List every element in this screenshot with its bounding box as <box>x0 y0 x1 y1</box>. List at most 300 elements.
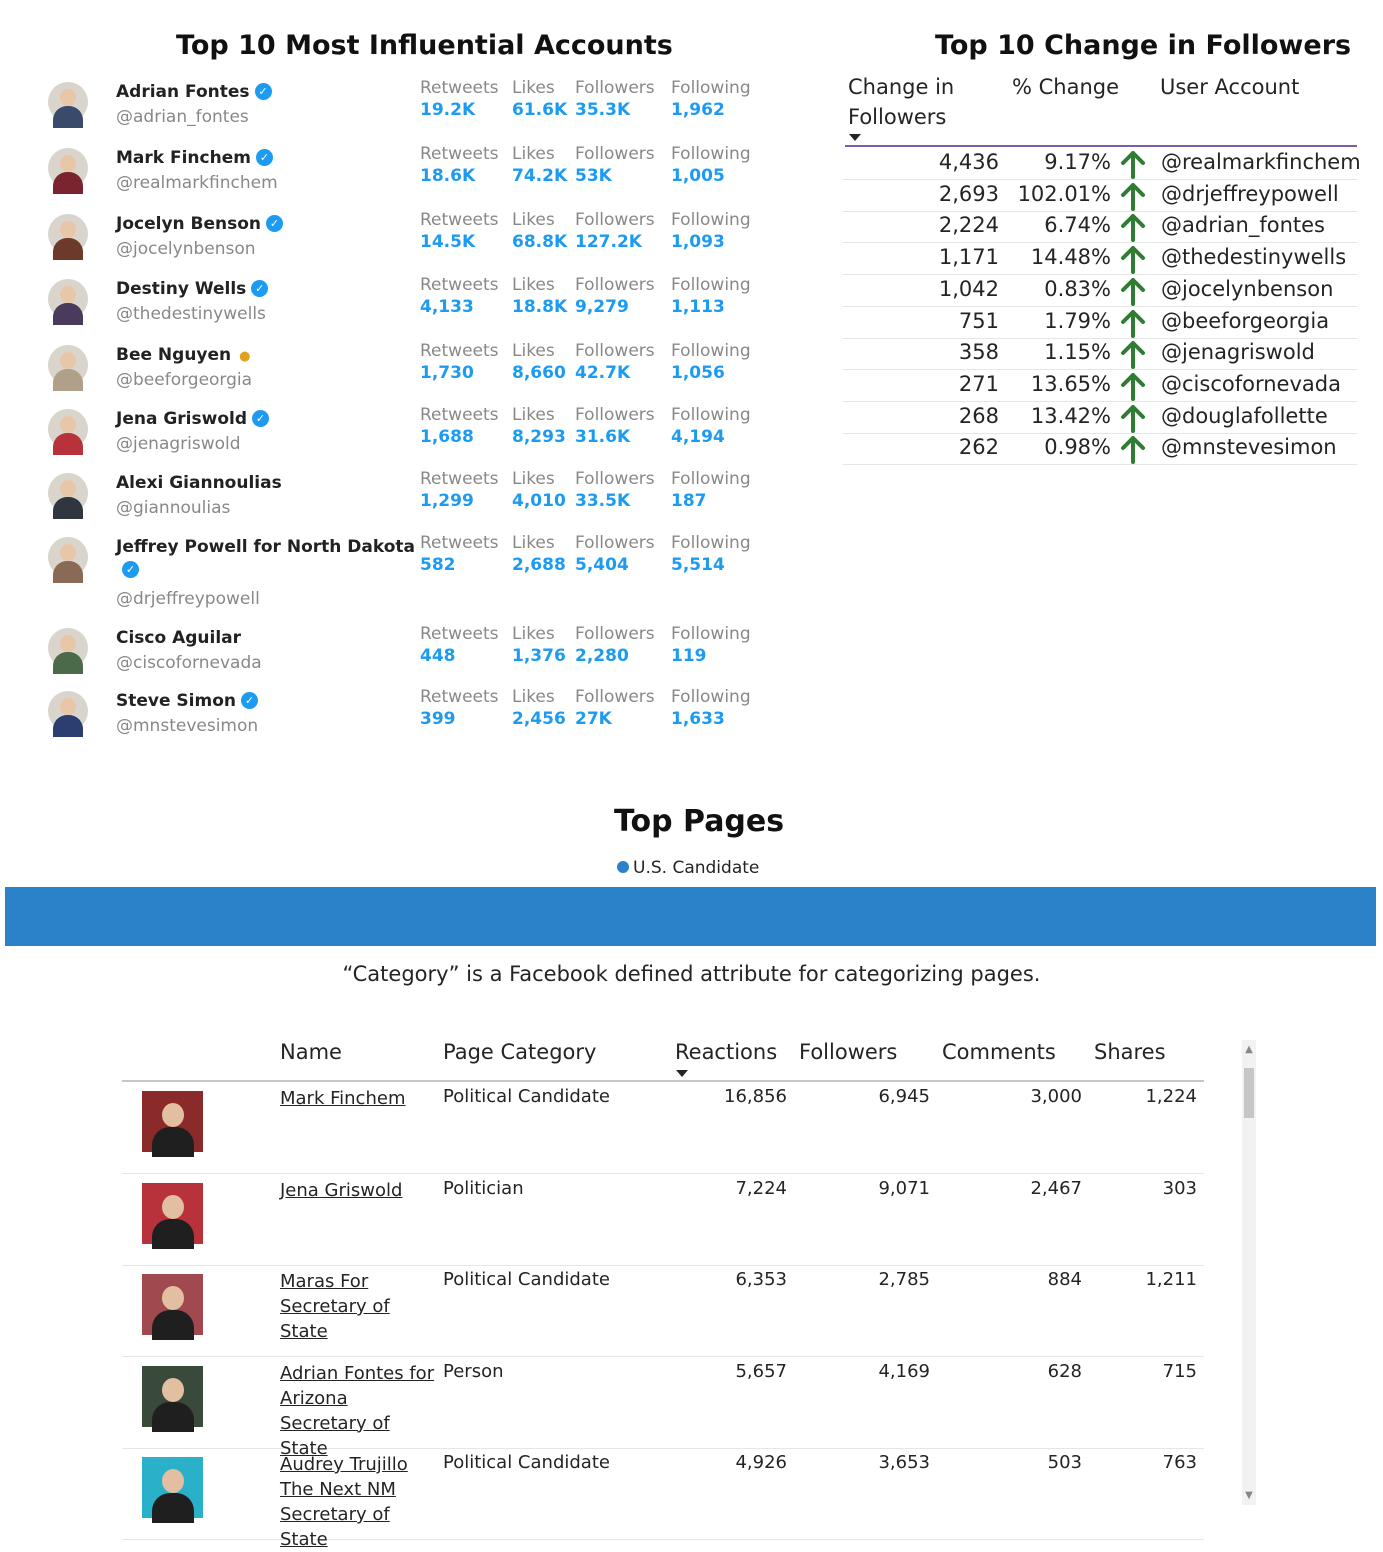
stat-label: Following <box>671 78 751 98</box>
avatar-face <box>60 635 76 652</box>
stat-value: 2,280 <box>575 646 629 666</box>
avatar[interactable] <box>48 691 88 731</box>
reactions-sort-desc-icon[interactable] <box>676 1070 688 1077</box>
stat-value: 31.6K <box>575 427 631 447</box>
stat-likes <box>512 687 566 729</box>
change-header-divider <box>845 145 1357 147</box>
user-account: @thedestinywells <box>1161 245 1347 270</box>
comments-value: 3,000 <box>1030 1086 1082 1107</box>
shares-column-header[interactable]: Shares <box>1094 1040 1166 1064</box>
account-name-text: Adrian Fontes <box>116 82 250 102</box>
page-thumbnail[interactable] <box>142 1091 203 1152</box>
page-thumbnail[interactable] <box>142 1457 203 1518</box>
avatar-body <box>53 303 83 325</box>
stat-value: 1,299 <box>420 491 474 511</box>
stat-value: 5,404 <box>575 555 629 575</box>
stat-likes <box>512 533 566 575</box>
avatar-face <box>60 352 76 369</box>
stat-label: Following <box>671 405 751 425</box>
stat-value: 33.5K <box>575 491 631 511</box>
table-row[interactable] <box>122 1082 1204 1174</box>
stat-value: 1,056 <box>671 363 725 383</box>
account-name[interactable] <box>116 473 282 493</box>
change-row[interactable] <box>843 275 1357 307</box>
account-handle[interactable]: @drjeffreypowell <box>116 589 260 609</box>
change-row[interactable] <box>843 243 1357 275</box>
stat-value: 1,688 <box>420 427 474 447</box>
stat-followers <box>575 78 655 120</box>
avatar[interactable] <box>48 628 88 668</box>
change-value: 271 <box>958 371 999 396</box>
account-name[interactable] <box>116 409 269 429</box>
avatar-face <box>60 480 76 497</box>
stat-label: Followers <box>575 624 655 644</box>
avatar-body <box>53 433 83 455</box>
account-handle[interactable]: @jocelynbenson <box>116 239 256 259</box>
stat-value: 4,194 <box>671 427 725 447</box>
page-category: Political Candidate <box>443 1269 610 1290</box>
stat-label: Likes <box>512 144 555 164</box>
stat-value: 8,293 <box>512 427 566 447</box>
stat-label: Followers <box>575 533 655 553</box>
avatar[interactable] <box>48 473 88 513</box>
category-note: “Category” is a Facebook defined attribute for categorizing pages. <box>342 962 1041 986</box>
avatar[interactable] <box>48 345 88 385</box>
change-row[interactable] <box>843 433 1357 465</box>
account-name-text: Cisco Aguilar <box>116 628 242 648</box>
page-name-link[interactable]: Adrian Fontes for Arizona Secretary of State <box>280 1362 435 1459</box>
user-account: @douglafollette <box>1161 403 1328 428</box>
scroll-up-icon[interactable]: ▲ <box>1245 1044 1253 1055</box>
avatar-body <box>53 369 83 391</box>
scroll-thumb[interactable] <box>1244 1068 1254 1118</box>
pct-change-value: 14.48% <box>1030 245 1111 270</box>
stat-label: Following <box>671 341 751 361</box>
followers-value: 9,071 <box>878 1177 930 1199</box>
stat-value: 448 <box>420 646 456 666</box>
pages-bar[interactable] <box>5 887 1376 946</box>
pct-change-column-header[interactable]: % Change <box>1012 75 1120 99</box>
pct-change-value: 102.01% <box>1017 181 1111 206</box>
change-value: 268 <box>958 403 999 428</box>
arrow-up-icon <box>1119 182 1147 210</box>
stat-value: 42.7K <box>575 363 631 383</box>
account-name[interactable] <box>116 279 268 299</box>
page-category: Person <box>443 1360 504 1382</box>
stat-value: 19.2K <box>420 100 476 120</box>
stat-value: 582 <box>420 555 456 575</box>
page-category: Political Candidate <box>443 1452 610 1473</box>
verified-badge-icon: ✓ <box>252 410 269 427</box>
scroll-down-icon[interactable]: ▼ <box>1245 1490 1253 1501</box>
bee-emoji-icon: ● <box>239 349 251 364</box>
change-row[interactable] <box>843 338 1357 370</box>
stat-value: 1,730 <box>420 363 474 383</box>
table-row[interactable] <box>122 1357 1204 1459</box>
avatar-body <box>53 497 83 519</box>
verified-badge-icon: ✓ <box>241 692 258 709</box>
account-name[interactable] <box>116 148 273 168</box>
followers-value: 3,653 <box>878 1452 930 1473</box>
stat-value: 1,633 <box>671 709 725 729</box>
stat-label: Retweets <box>420 210 499 230</box>
stat-label: Followers <box>575 78 655 98</box>
page-thumbnail[interactable] <box>142 1274 203 1335</box>
account-name[interactable] <box>116 628 241 648</box>
user-account: @drjeffreypowell <box>1161 181 1339 206</box>
account-name[interactable] <box>116 691 258 711</box>
page-name-link[interactable]: Maras For Secretary of State <box>280 1271 390 1342</box>
user-account: @jenagriswold <box>1161 340 1315 365</box>
stat-followers <box>575 144 655 186</box>
stat-label: Likes <box>512 275 555 295</box>
stat-retweets <box>420 78 499 120</box>
avatar-face <box>60 155 76 172</box>
arrow-up-icon <box>1119 277 1147 305</box>
avatar-face <box>60 221 76 238</box>
stat-label: Retweets <box>420 687 499 707</box>
verified-badge-icon: ✓ <box>256 149 273 166</box>
stat-label: Likes <box>512 624 555 644</box>
stat-likes <box>512 624 566 666</box>
stat-likes <box>512 144 567 186</box>
stat-retweets <box>420 533 499 575</box>
comments-value: 503 <box>1047 1452 1082 1473</box>
account-handle[interactable]: @beeforgeorgia <box>116 370 253 390</box>
account-name-text: Jena Griswold <box>116 409 248 429</box>
followers-value: 6,945 <box>878 1086 930 1107</box>
pages-scrollbar[interactable] <box>1242 1040 1256 1505</box>
user-account: @jocelynbenson <box>1161 276 1334 301</box>
stat-label: Likes <box>512 210 555 230</box>
stat-label: Following <box>671 210 751 230</box>
arrow-up-icon <box>1119 340 1147 368</box>
stat-followers <box>575 341 655 383</box>
influential-title: Top 10 Most Influential Accounts <box>176 30 673 61</box>
followers-value: 4,169 <box>878 1360 930 1382</box>
stat-value: 4,133 <box>420 297 474 317</box>
change-title: Top 10 Change in Followers <box>935 30 1352 61</box>
page-category: Political Candidate <box>443 1086 610 1107</box>
account-name[interactable] <box>116 214 283 234</box>
change-value: 751 <box>958 308 999 333</box>
arrow-up-icon <box>1119 245 1147 273</box>
stat-label: Followers <box>575 275 655 295</box>
account-name-text: Steve Simon <box>116 691 236 711</box>
followers-value: 2,785 <box>878 1269 930 1290</box>
reactions-value: 5,657 <box>735 1360 787 1382</box>
avatar-body <box>53 172 83 194</box>
account-name-text: Destiny Wells <box>116 279 247 299</box>
stat-value: 27K <box>575 709 612 729</box>
stat-retweets <box>420 210 499 252</box>
stat-label: Likes <box>512 469 555 489</box>
stat-following <box>671 275 751 317</box>
account-handle[interactable]: @ciscofornevada <box>116 653 262 673</box>
stat-likes <box>512 210 567 252</box>
reactions-value: 4,926 <box>735 1452 787 1473</box>
pages-title: Top Pages <box>614 804 785 839</box>
stat-value: 35.3K <box>575 100 631 120</box>
stat-label: Following <box>671 533 751 553</box>
account-handle[interactable]: @realmarkfinchem <box>116 173 278 193</box>
pct-change-value: 9.17% <box>1044 150 1111 174</box>
change-row[interactable] <box>843 370 1357 402</box>
user-account: @beeforgeorgia <box>1161 308 1330 333</box>
account-name-text: Bee Nguyen <box>116 345 232 365</box>
stat-value: 74.2K <box>512 166 568 186</box>
stat-label: Retweets <box>420 469 499 489</box>
stat-followers <box>575 469 655 511</box>
account-name-text: Jeffrey Powell for North Dakota <box>116 537 416 557</box>
stat-label: Followers <box>575 405 655 425</box>
avatar[interactable] <box>48 409 88 449</box>
stat-likes <box>512 405 566 447</box>
account-name[interactable] <box>116 345 251 365</box>
table-row[interactable] <box>122 1174 1204 1266</box>
change-column-header[interactable] <box>848 72 954 132</box>
account-handle[interactable]: @thedestinywells <box>116 304 266 324</box>
stat-label: Likes <box>512 78 555 98</box>
stat-value: 1,376 <box>512 646 566 666</box>
stat-likes <box>512 341 566 383</box>
stat-label: Followers <box>575 210 655 230</box>
reactions-value: 6,353 <box>735 1269 787 1290</box>
stat-retweets <box>420 275 499 317</box>
pct-change-value: 13.65% <box>1030 371 1111 396</box>
change-row[interactable] <box>843 148 1361 180</box>
page-category-column-header[interactable]: Page Category <box>443 1040 597 1064</box>
stat-following <box>671 533 751 575</box>
stat-label: Retweets <box>420 533 499 553</box>
table-row[interactable] <box>122 1265 1204 1357</box>
comments-value: 628 <box>1047 1360 1082 1382</box>
stat-following <box>671 341 751 383</box>
change-row[interactable] <box>843 180 1357 212</box>
stat-value: 1,962 <box>671 100 725 120</box>
legend-dot-icon <box>617 861 629 873</box>
stat-label: Retweets <box>420 144 499 164</box>
avatar-body <box>53 561 83 583</box>
stat-retweets <box>420 624 499 666</box>
page-thumbnail[interactable] <box>142 1366 203 1427</box>
stat-retweets <box>420 469 499 511</box>
user-account: @ciscofornevada <box>1161 371 1341 396</box>
verified-badge-icon: ✓ <box>255 83 272 100</box>
account-handle[interactable]: @adrian_fontes <box>116 107 249 127</box>
user-account: @realmarkfinchem <box>1161 150 1361 174</box>
page-name-link[interactable]: Audrey Trujillo The Next NM Secretary of State <box>280 1454 408 1550</box>
pct-change-value: 0.83% <box>1044 276 1111 301</box>
stat-label: Retweets <box>420 275 499 295</box>
avatar-body <box>53 106 83 128</box>
stat-label: Following <box>671 144 751 164</box>
account-handle[interactable]: @mnstevesimon <box>116 716 259 736</box>
stat-value: 9,279 <box>575 297 629 317</box>
account-name-text: Jocelyn Benson <box>116 214 262 234</box>
avatar-face <box>60 698 76 715</box>
arrow-up-icon <box>1119 372 1147 400</box>
shares-value: 1,224 <box>1145 1086 1197 1107</box>
pct-change-value: 0.98% <box>1044 435 1111 460</box>
stat-likes <box>512 78 567 120</box>
stat-value: 18.6K <box>420 166 476 186</box>
stat-value: 18.8K <box>512 297 568 317</box>
stat-label: Following <box>671 687 751 707</box>
stat-value: 14.5K <box>420 232 476 252</box>
avatar[interactable] <box>48 279 88 319</box>
stat-value: 399 <box>420 709 456 729</box>
account-handle[interactable]: @giannoulias <box>116 498 231 518</box>
stat-label: Following <box>671 624 751 644</box>
pct-change-value: 1.15% <box>1044 340 1111 365</box>
shares-value: 1,211 <box>1145 1269 1197 1290</box>
change-value: 1,171 <box>938 245 999 270</box>
stat-following <box>671 78 751 120</box>
avatar[interactable] <box>48 537 88 577</box>
stat-value: 1,113 <box>671 297 725 317</box>
stat-value: 1,005 <box>671 166 725 186</box>
change-value: 1,042 <box>938 276 999 301</box>
stat-label: Likes <box>512 687 555 707</box>
change-row[interactable] <box>843 211 1357 243</box>
arrow-up-icon <box>1119 213 1147 241</box>
stat-value: 4,010 <box>512 491 566 511</box>
stat-label: Followers <box>575 469 655 489</box>
name-column-header[interactable]: Name <box>280 1040 342 1064</box>
stat-following <box>671 210 751 252</box>
avatar-body <box>53 715 83 737</box>
stat-retweets <box>420 341 499 383</box>
stat-following <box>671 144 751 186</box>
avatar-face <box>60 416 76 433</box>
page-name-link[interactable]: Mark Finchem <box>280 1088 406 1109</box>
account-name[interactable] <box>116 537 415 578</box>
stat-followers <box>575 687 655 729</box>
stat-following <box>671 687 751 729</box>
stat-label: Retweets <box>420 624 499 644</box>
account-handle[interactable]: @jenagriswold <box>116 434 241 454</box>
comments-column-header[interactable]: Comments <box>942 1040 1056 1064</box>
stat-value: 8,660 <box>512 363 566 383</box>
stat-label: Retweets <box>420 405 499 425</box>
sort-desc-icon[interactable] <box>849 134 861 141</box>
pct-change-value: 13.42% <box>1030 403 1111 428</box>
followers-column-header[interactable]: Followers <box>799 1040 898 1064</box>
stat-retweets <box>420 687 499 729</box>
pct-change-value: 6.74% <box>1044 213 1111 238</box>
stat-label: Likes <box>512 405 555 425</box>
stat-likes <box>512 275 567 317</box>
verified-badge-icon: ✓ <box>251 280 268 297</box>
reactions-column-header[interactable]: Reactions <box>675 1040 778 1064</box>
stat-value: 2,456 <box>512 709 566 729</box>
stat-value: 5,514 <box>671 555 725 575</box>
avatar[interactable] <box>48 214 88 254</box>
stat-followers <box>575 533 655 575</box>
avatar-face <box>60 544 76 561</box>
account-name[interactable] <box>116 82 272 102</box>
avatar[interactable] <box>48 148 88 188</box>
stat-label: Following <box>671 275 751 295</box>
stat-label: Followers <box>575 341 655 361</box>
change-value: 262 <box>958 435 999 460</box>
stat-following <box>671 624 751 666</box>
stat-label: Likes <box>512 533 555 553</box>
shares-value: 715 <box>1162 1360 1197 1382</box>
avatar-body <box>53 652 83 674</box>
change-header-line2: Followers <box>848 105 947 129</box>
arrow-up-icon <box>1119 309 1147 337</box>
stat-label: Followers <box>575 144 655 164</box>
user-account: @adrian_fontes <box>1161 213 1325 238</box>
stat-label: Retweets <box>420 341 499 361</box>
comments-value: 884 <box>1047 1269 1082 1290</box>
account-name-text: Alexi Giannoulias <box>116 473 282 493</box>
stat-label: Followers <box>575 687 655 707</box>
change-row[interactable] <box>843 402 1357 434</box>
stat-label: Retweets <box>420 78 499 98</box>
change-value: 2,224 <box>938 213 999 238</box>
stat-value: 61.6K <box>512 100 568 120</box>
user-account-column-header[interactable]: User Account <box>1160 75 1300 99</box>
change-value: 2,693 <box>938 181 999 206</box>
stat-retweets <box>420 405 499 447</box>
stat-value: 2,688 <box>512 555 566 575</box>
arrow-up-icon <box>1119 150 1147 178</box>
arrow-up-icon <box>1119 404 1147 432</box>
stat-followers <box>575 624 655 666</box>
table-row[interactable] <box>122 1448 1204 1550</box>
avatar[interactable] <box>48 82 88 122</box>
stat-value: 187 <box>671 491 707 511</box>
pct-change-value: 1.79% <box>1044 308 1111 333</box>
change-value: 358 <box>958 340 999 365</box>
account-name-text: Mark Finchem <box>116 148 251 168</box>
change-header-line1: Change in <box>848 75 955 99</box>
stat-value: 68.8K <box>512 232 568 252</box>
stat-value: 53K <box>575 166 612 186</box>
stat-following <box>671 469 751 511</box>
page-thumbnail[interactable] <box>142 1183 203 1244</box>
shares-value: 303 <box>1162 1177 1197 1199</box>
legend-label: U.S. Candidate <box>633 858 760 878</box>
stat-retweets <box>420 144 499 186</box>
user-account: @mnstevesimon <box>1161 435 1337 460</box>
reactions-value: 7,224 <box>735 1177 787 1199</box>
stat-followers <box>575 405 655 447</box>
shares-value: 763 <box>1162 1452 1197 1473</box>
change-value: 4,436 <box>938 150 999 174</box>
stat-likes <box>512 469 566 511</box>
page-name-link[interactable]: Jena Griswold <box>280 1179 403 1201</box>
legend[interactable] <box>617 858 759 878</box>
arrow-up-icon <box>1119 435 1147 463</box>
stat-value: 1,093 <box>671 232 725 252</box>
stat-followers <box>575 275 655 317</box>
comments-value: 2,467 <box>1030 1177 1082 1199</box>
verified-badge-icon: ✓ <box>266 215 283 232</box>
stat-value: 127.2K <box>575 232 642 252</box>
change-row[interactable] <box>843 307 1357 339</box>
stat-value: 119 <box>671 646 707 666</box>
page-category: Politician <box>443 1177 524 1199</box>
stat-followers <box>575 210 655 252</box>
avatar-face <box>60 286 76 303</box>
stat-following <box>671 405 751 447</box>
verified-badge-icon: ✓ <box>122 561 139 578</box>
stat-label: Likes <box>512 341 555 361</box>
